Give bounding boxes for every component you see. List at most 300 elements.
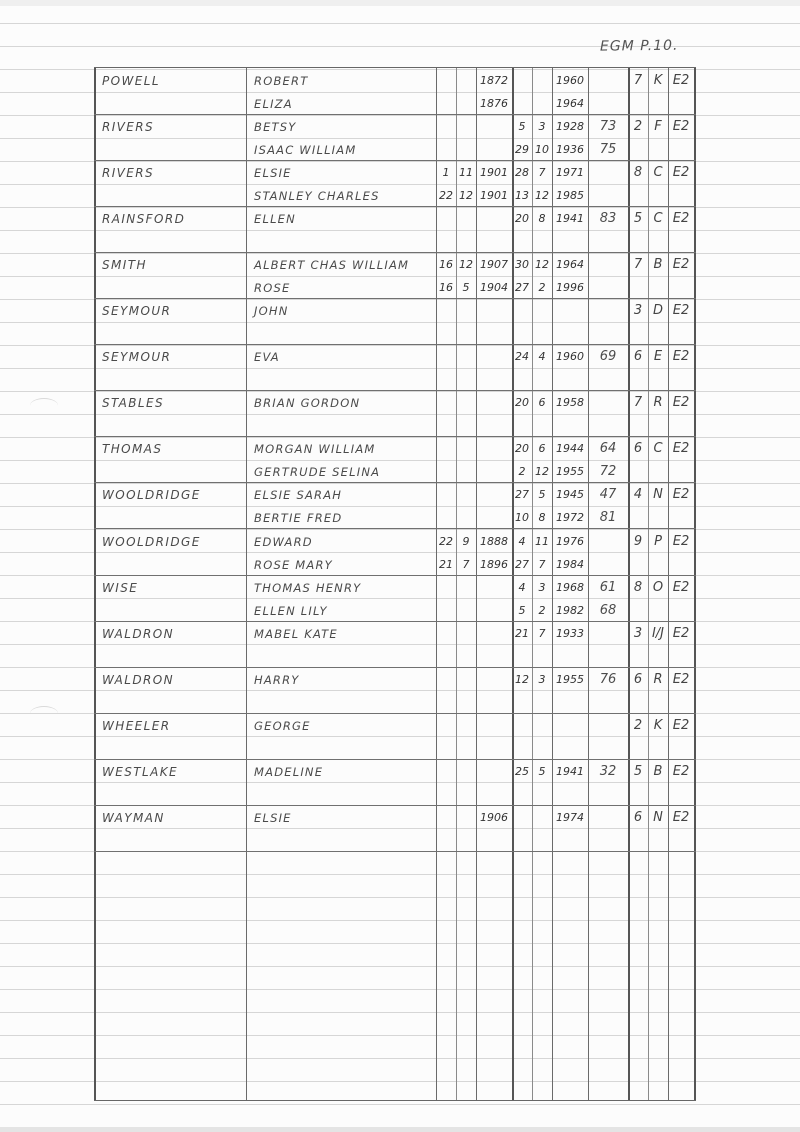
- birth-date-cell: [476, 484, 512, 506]
- birth-date-cell: [456, 715, 476, 737]
- grave-location-cell: 6: [633, 809, 643, 825]
- age-cell: 68: [599, 602, 617, 618]
- death-date-cell: [532, 715, 552, 737]
- grave-location-cell: D: [652, 303, 663, 319]
- register-record: [94, 621, 696, 668]
- age-cell: 73: [599, 119, 617, 135]
- death-date-cell: [532, 93, 552, 115]
- surname-cell: WOOLDRIDGE: [102, 488, 201, 503]
- age-cell: 76: [599, 671, 617, 687]
- birth-date-cell: [436, 392, 456, 414]
- death-date-cell: 4: [538, 350, 546, 364]
- death-date-cell: 12: [535, 258, 549, 272]
- death-date-cell: 3: [538, 120, 546, 134]
- birth-date-cell: [436, 507, 456, 529]
- grave-location-cell: E2: [672, 303, 690, 319]
- given-name-cell: ELIZA: [254, 97, 293, 111]
- death-date-cell: 1936: [556, 143, 584, 157]
- grave-location-cell: [668, 185, 694, 207]
- grave-location-cell: I/J: [651, 625, 665, 641]
- grave-location-cell: 5: [633, 211, 643, 227]
- birth-date-cell: [456, 669, 476, 691]
- birth-date-cell: [436, 577, 456, 599]
- grave-location-cell: E2: [672, 165, 690, 181]
- death-date-cell: 13: [515, 189, 529, 203]
- birth-date-cell: [476, 392, 512, 414]
- birth-date-cell: 1906: [480, 810, 508, 824]
- death-date-cell: 8: [538, 511, 546, 525]
- surname-cell: WESTLAKE: [102, 764, 178, 779]
- grave-location-cell: E2: [672, 809, 690, 825]
- birth-date-cell: 16: [439, 258, 453, 272]
- birth-date-cell: [456, 139, 476, 161]
- birth-date-cell: [456, 461, 476, 483]
- grave-location-cell: [648, 185, 668, 207]
- birth-date-cell: [476, 623, 512, 645]
- surname-cell: SEYMOUR: [102, 350, 172, 365]
- age-cell: 47: [599, 487, 617, 503]
- grave-location-cell: C: [653, 165, 663, 181]
- death-date-cell: 1974: [556, 810, 584, 824]
- grave-location-cell: [668, 277, 694, 299]
- grave-location-cell: [668, 600, 694, 622]
- death-date-cell: 3: [538, 580, 546, 594]
- death-date-cell: [512, 715, 532, 737]
- grave-location-cell: B: [653, 257, 663, 273]
- death-date-cell: [512, 70, 532, 92]
- death-date-cell: 28: [515, 166, 529, 180]
- birth-date-cell: 22: [439, 534, 453, 548]
- birth-date-cell: [436, 600, 456, 622]
- death-date-cell: 5: [518, 603, 526, 617]
- age-cell: 75: [599, 142, 617, 158]
- death-date-cell: 12: [515, 672, 529, 686]
- death-date-cell: 1982: [556, 603, 584, 617]
- grave-location-cell: E2: [672, 625, 690, 641]
- death-date-cell: 12: [535, 465, 549, 479]
- death-date-cell: 8: [538, 212, 546, 226]
- death-date-cell: 20: [515, 442, 529, 456]
- death-date-cell: 1941: [556, 764, 584, 778]
- age-cell: 72: [599, 464, 617, 480]
- death-date-cell: 1928: [556, 120, 584, 134]
- birth-date-cell: [456, 600, 476, 622]
- grave-location-cell: 7: [633, 257, 643, 273]
- age-cell: [588, 162, 628, 184]
- grave-location-cell: [648, 93, 668, 115]
- age-cell: 32: [599, 763, 617, 779]
- grave-location-cell: K: [653, 717, 663, 733]
- birth-date-cell: [436, 70, 456, 92]
- birth-date-cell: 12: [459, 258, 473, 272]
- grave-location-cell: [628, 600, 648, 622]
- birth-date-cell: [436, 208, 456, 230]
- surname-cell: RIVERS: [102, 166, 155, 181]
- given-name-cell: ALBERT CHAS WILLIAM: [254, 258, 410, 273]
- birth-date-cell: [456, 392, 476, 414]
- given-name-cell: ROSE: [254, 281, 291, 296]
- given-name-cell: ROSE MARY: [254, 557, 333, 572]
- register-record: [94, 713, 696, 760]
- age-cell: [588, 300, 628, 322]
- death-date-cell: 29: [515, 143, 529, 157]
- grave-location-cell: [628, 507, 648, 529]
- birth-date-cell: [476, 507, 512, 529]
- death-date-cell: 11: [535, 534, 549, 548]
- birth-date-cell: [476, 577, 512, 599]
- birth-date-cell: [456, 93, 476, 115]
- death-date-cell: 12: [535, 189, 549, 203]
- surname-cell: THOMAS: [102, 442, 163, 457]
- birth-date-cell: 16: [439, 281, 453, 295]
- given-name-cell: BRIAN GORDON: [254, 396, 361, 411]
- grave-location-cell: K: [653, 73, 663, 88]
- death-date-cell: 7: [538, 557, 546, 571]
- given-name-cell: MADELINE: [254, 764, 324, 779]
- birth-date-cell: 1907: [480, 258, 508, 272]
- birth-date-cell: [476, 300, 512, 322]
- death-date-cell: 20: [515, 212, 529, 226]
- register-record: [94, 68, 696, 115]
- grave-location-cell: 3: [633, 303, 643, 319]
- death-date-cell: 1941: [556, 212, 584, 226]
- birth-date-cell: [456, 300, 476, 322]
- register-record: [94, 482, 696, 529]
- death-date-cell: 1976: [556, 534, 584, 548]
- birth-date-cell: [476, 715, 512, 737]
- age-cell: 81: [599, 510, 617, 526]
- grave-location-cell: N: [653, 809, 663, 825]
- grave-location-cell: [628, 185, 648, 207]
- surname-cell: STABLES: [102, 396, 164, 411]
- death-date-cell: 1945: [556, 488, 584, 502]
- given-name-cell: ELSIE SARAH: [254, 488, 343, 503]
- surname-cell: WALDRON: [102, 672, 174, 687]
- grave-location-cell: C: [653, 441, 663, 457]
- birth-date-cell: [436, 623, 456, 645]
- grave-location-cell: [648, 507, 668, 529]
- age-cell: 69: [599, 349, 617, 365]
- age-cell: 64: [599, 441, 617, 457]
- birth-date-cell: [476, 139, 512, 161]
- age-cell: 83: [599, 211, 617, 227]
- grave-location-cell: R: [653, 671, 663, 687]
- death-date-cell: [512, 93, 532, 115]
- page-bottom-edge: [0, 1127, 800, 1132]
- given-name-cell: HARRY: [254, 672, 300, 687]
- register-record: [94, 114, 696, 161]
- death-date-cell: 27: [515, 488, 529, 502]
- death-date-cell: 24: [515, 350, 529, 364]
- given-name-cell: ISAAC WILLIAM: [254, 143, 357, 158]
- birth-date-cell: [456, 507, 476, 529]
- grave-location-cell: E2: [672, 579, 690, 595]
- grave-location-cell: 9: [633, 533, 643, 549]
- birth-date-cell: [476, 461, 512, 483]
- birth-date-cell: [456, 577, 476, 599]
- death-date-cell: 1984: [556, 557, 584, 571]
- grave-location-cell: R: [653, 395, 663, 411]
- surname-cell: RIVERS: [102, 120, 155, 135]
- death-date-cell: 1964: [556, 97, 584, 110]
- grave-location-cell: O: [652, 579, 664, 595]
- birth-date-cell: [436, 116, 456, 138]
- register-record: [94, 805, 696, 852]
- death-date-cell: 4: [518, 580, 526, 594]
- surname-cell: SMITH: [102, 258, 147, 273]
- birth-date-cell: [456, 346, 476, 368]
- birth-date-cell: [436, 715, 456, 737]
- death-date-cell: [552, 300, 588, 322]
- grave-location-cell: [648, 277, 668, 299]
- given-name-cell: EDWARD: [254, 534, 313, 549]
- death-date-cell: 1964: [556, 258, 584, 272]
- grave-location-cell: [668, 139, 694, 161]
- death-date-cell: 1960: [556, 350, 584, 364]
- birth-date-cell: [456, 761, 476, 783]
- birth-date-cell: 5: [462, 281, 470, 295]
- grave-location-cell: [668, 554, 694, 576]
- death-date-cell: 5: [538, 764, 546, 778]
- death-date-cell: 5: [518, 120, 526, 134]
- birth-date-cell: 1896: [480, 557, 508, 571]
- grave-location-cell: C: [653, 211, 663, 227]
- birth-date-cell: [456, 208, 476, 230]
- death-date-cell: 21: [515, 626, 529, 640]
- birth-date-cell: [436, 346, 456, 368]
- birth-date-cell: 1: [442, 166, 450, 180]
- death-date-cell: 1968: [556, 580, 584, 594]
- surname-cell: WISE: [102, 580, 139, 595]
- grave-location-cell: [668, 507, 694, 529]
- birth-date-cell: 1901: [480, 166, 508, 180]
- birth-date-cell: [476, 116, 512, 138]
- grave-location-cell: [628, 461, 648, 483]
- given-name-cell: MORGAN WILLIAM: [254, 442, 376, 457]
- birth-date-cell: [436, 300, 456, 322]
- birth-date-cell: 1872: [480, 74, 508, 87]
- birth-date-cell: [456, 116, 476, 138]
- register-record: [94, 667, 696, 714]
- birth-date-cell: [456, 623, 476, 645]
- death-date-cell: 25: [515, 764, 529, 778]
- given-name-cell: THOMAS HENRY: [254, 580, 362, 595]
- death-date-cell: 1955: [556, 672, 584, 686]
- death-date-cell: 30: [515, 258, 529, 272]
- death-date-cell: 1971: [556, 166, 584, 180]
- death-date-cell: 1996: [556, 281, 584, 295]
- surname-cell: SEYMOUR: [102, 304, 172, 319]
- grave-location-cell: E2: [672, 119, 690, 135]
- death-date-cell: 1972: [556, 511, 584, 525]
- surname-cell: WHEELER: [102, 718, 171, 733]
- grave-location-cell: E2: [672, 349, 690, 365]
- register-record: [94, 390, 696, 437]
- grave-location-cell: 7: [633, 73, 643, 88]
- death-date-cell: 20: [515, 396, 529, 410]
- given-name-cell: ELSIE: [254, 166, 292, 181]
- birth-date-cell: [456, 484, 476, 506]
- grave-location-cell: 5: [633, 763, 643, 779]
- grave-location-cell: 4: [633, 487, 643, 503]
- death-date-cell: 10: [535, 143, 549, 157]
- punch-hole-mark: [30, 706, 58, 721]
- surname-cell: WALDRON: [102, 626, 174, 641]
- age-cell: [588, 623, 628, 645]
- page-top-edge: [0, 0, 800, 6]
- birth-date-cell: [436, 807, 456, 829]
- grave-location-cell: E2: [672, 211, 690, 227]
- grave-location-cell: 6: [633, 441, 643, 457]
- birth-date-cell: 9: [462, 534, 470, 548]
- page-reference: EGM P.10.: [599, 37, 679, 55]
- death-date-cell: 1933: [556, 626, 584, 640]
- death-date-cell: [532, 300, 552, 322]
- register-record: [94, 575, 696, 622]
- grave-location-cell: 6: [633, 671, 643, 687]
- grave-location-cell: 3: [633, 625, 643, 641]
- grave-location-cell: E: [653, 349, 663, 365]
- birth-date-cell: 12: [459, 189, 473, 203]
- punch-hole-mark: [30, 398, 58, 413]
- death-date-cell: 1960: [556, 74, 584, 87]
- grave-location-cell: E2: [672, 73, 690, 88]
- grave-location-cell: N: [653, 487, 663, 503]
- grave-location-cell: 2: [633, 717, 643, 733]
- given-name-cell: STANLEY CHARLES: [254, 189, 380, 204]
- register-record: [94, 436, 696, 483]
- surname-cell: RAINSFORD: [102, 212, 186, 227]
- death-date-cell: [552, 715, 588, 737]
- given-name-cell: JOHN: [254, 304, 289, 319]
- birth-date-cell: [456, 70, 476, 92]
- birth-date-cell: [476, 669, 512, 691]
- given-name-cell: GEORGE: [254, 718, 311, 733]
- surname-cell: POWELL: [102, 74, 160, 88]
- grave-location-cell: [648, 554, 668, 576]
- given-name-cell: BETSY: [254, 120, 297, 135]
- death-date-cell: 7: [538, 626, 546, 640]
- given-name-cell: MABEL KATE: [254, 626, 338, 641]
- birth-date-cell: 11: [459, 166, 473, 180]
- birth-date-cell: [436, 438, 456, 460]
- birth-date-cell: 7: [462, 557, 470, 571]
- age-cell: [588, 715, 628, 737]
- grave-location-cell: E2: [672, 487, 690, 503]
- birth-date-cell: [476, 208, 512, 230]
- death-date-cell: [532, 807, 552, 829]
- grave-location-cell: 8: [633, 165, 643, 181]
- grave-location-cell: E2: [672, 763, 690, 779]
- grave-location-cell: [628, 93, 648, 115]
- age-cell: [588, 70, 628, 92]
- given-name-cell: ELSIE: [254, 810, 292, 825]
- birth-date-cell: [436, 761, 456, 783]
- grave-location-cell: E2: [672, 533, 690, 549]
- birth-date-cell: [456, 438, 476, 460]
- death-date-cell: 4: [518, 534, 526, 548]
- age-cell: [588, 807, 628, 829]
- death-date-cell: 6: [538, 442, 546, 456]
- register-record: [94, 344, 696, 391]
- surname-cell: WOOLDRIDGE: [102, 534, 201, 549]
- death-date-cell: 2: [538, 603, 546, 617]
- age-cell: [588, 392, 628, 414]
- death-date-cell: [512, 807, 532, 829]
- grave-location-cell: 7: [633, 395, 643, 411]
- grave-location-cell: [628, 554, 648, 576]
- death-date-cell: 3: [538, 672, 546, 686]
- register-record: [94, 759, 696, 806]
- register-record: [94, 529, 696, 576]
- birth-date-cell: 1904: [480, 281, 508, 295]
- death-date-cell: 1944: [556, 442, 584, 456]
- death-date-cell: 10: [515, 511, 529, 525]
- grave-location-cell: E2: [672, 441, 690, 457]
- grave-location-cell: [648, 139, 668, 161]
- age-cell: 61: [599, 579, 617, 595]
- death-date-cell: 5: [538, 488, 546, 502]
- grave-location-cell: 6: [633, 349, 643, 365]
- register-record: [94, 206, 696, 253]
- death-date-cell: 2: [518, 465, 526, 479]
- age-cell: [588, 93, 628, 115]
- death-date-cell: [512, 300, 532, 322]
- birth-date-cell: [436, 461, 456, 483]
- death-date-cell: 1985: [556, 189, 584, 203]
- birth-date-cell: [436, 139, 456, 161]
- age-cell: [588, 254, 628, 276]
- grave-location-cell: E2: [672, 395, 690, 411]
- death-date-cell: [532, 70, 552, 92]
- given-name-cell: ROBERT: [254, 74, 309, 88]
- birth-date-cell: [436, 484, 456, 506]
- surname-cell: WAYMAN: [102, 810, 165, 825]
- grave-location-cell: P: [654, 533, 662, 549]
- birth-date-cell: [476, 600, 512, 622]
- grave-location-cell: 8: [633, 579, 643, 595]
- birth-date-cell: [476, 761, 512, 783]
- grave-location-cell: B: [653, 763, 663, 779]
- age-cell: [588, 185, 628, 207]
- grave-location-cell: [668, 461, 694, 483]
- grave-location-cell: [648, 600, 668, 622]
- death-date-cell: 6: [538, 396, 546, 410]
- death-date-cell: 27: [515, 557, 529, 571]
- birth-date-cell: 22: [439, 189, 453, 203]
- grave-location-cell: E2: [672, 671, 690, 687]
- grave-location-cell: E2: [672, 717, 690, 733]
- birth-date-cell: [456, 807, 476, 829]
- age-cell: [588, 277, 628, 299]
- death-date-cell: 1955: [556, 465, 584, 479]
- given-name-cell: GERTRUDE SELINA: [254, 465, 381, 480]
- age-cell: [588, 531, 628, 553]
- death-date-cell: 27: [515, 281, 529, 295]
- given-name-cell: BERTIE FRED: [254, 511, 343, 526]
- grave-location-cell: [668, 93, 694, 115]
- given-name-cell: ELLEN LILY: [254, 603, 328, 618]
- birth-date-cell: 1901: [480, 189, 508, 203]
- death-date-cell: 1958: [556, 396, 584, 410]
- register-record: [94, 298, 696, 345]
- grave-location-cell: [628, 139, 648, 161]
- register-record: [94, 252, 696, 299]
- birth-date-cell: 1876: [480, 97, 508, 110]
- grave-location-cell: F: [654, 119, 662, 135]
- death-date-cell: 7: [538, 166, 546, 180]
- birth-date-cell: [476, 438, 512, 460]
